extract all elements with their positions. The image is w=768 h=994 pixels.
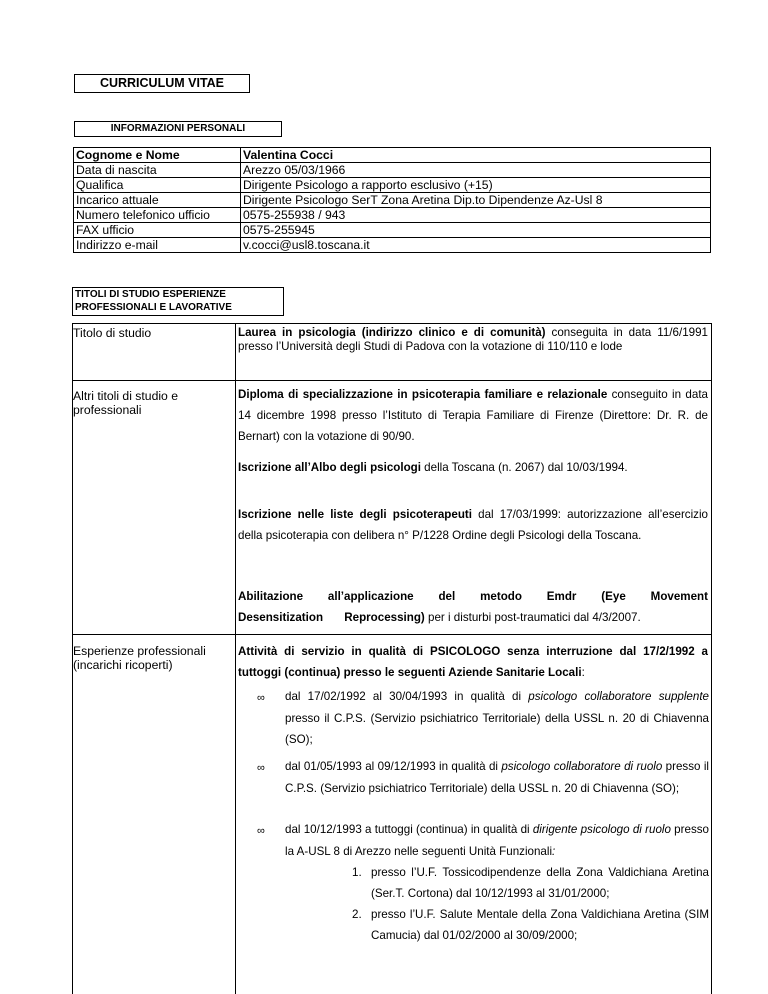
- table-row: [74, 163, 711, 178]
- b1-a: dal 17/02/1992 al 30/04/1993 in qualità di: [285, 690, 529, 703]
- label-email: Indirizzo e-mail: [74, 238, 241, 253]
- table-row: [74, 178, 711, 193]
- right-border: [711, 323, 712, 994]
- albo-paragraph: [238, 457, 708, 478]
- value-email[interactable]: v.cocci@usl8.toscana.it: [241, 238, 711, 253]
- value-phone: 0575-255938 / 943: [241, 208, 711, 223]
- experience-intro-colon: :: [581, 666, 585, 679]
- personal-info-heading: INFORMAZIONI PERSONALI: [74, 121, 282, 137]
- liste-details: dal 17/03/1999: autorizzazione all’esercizio della psicoterapia con delibera n° P/1228 Ordine degli Psicologi della Toscana.: [238, 508, 708, 542]
- studies-heading-line2: PROFESSIONALI E LAVORATIVE: [75, 302, 232, 313]
- divider: [72, 634, 712, 635]
- b2-role: psicologo collaboratore di ruolo: [501, 760, 663, 773]
- divider: [72, 323, 712, 324]
- emdr-title: Abilitazione all’applicazione del metodo Emdr (Eye Movement Desensitization Reprocessing): [238, 590, 708, 624]
- b3-b: presso la A-USL 8 di Arezzo nelle seguenti Unità Funzionali: [285, 823, 709, 858]
- label-phone: Numero telefonico ufficio: [74, 208, 241, 223]
- studies-heading-line1: TITOLI DI STUDIO ESPERIENZE: [75, 289, 226, 300]
- experience-intro-bold: Attività di servizio in qualità di PSICOLOGO senza interruzione dal 17/2/1992 a tuttoggi (continua) presso le seguenti Aziende Sanitarie Locali: [238, 645, 708, 679]
- studies-heading: [72, 287, 284, 316]
- divider: [72, 380, 712, 381]
- liste-title: Iscrizione nelle liste degli psicoterapeuti: [238, 508, 472, 521]
- table-row: [74, 238, 711, 253]
- altri-label: Altri titoli di studio e professionali: [73, 389, 178, 417]
- table-row: [74, 223, 711, 238]
- personal-info-table: [73, 147, 711, 253]
- table-row: [74, 193, 711, 208]
- list-item: [285, 756, 709, 799]
- b2-b: presso il C.P.S. (Servizio psichiatrico Territoriale) della USSL n. 20 di Chiavenna (SO);: [285, 760, 709, 795]
- value-name: Valentina Cocci: [241, 148, 711, 163]
- liste-paragraph: [238, 504, 708, 546]
- b2-a: dal 01/05/1993 al 09/12/1993 in qualità di: [285, 760, 502, 773]
- label-incarico: Incarico attuale: [74, 193, 241, 208]
- list-item: [285, 686, 709, 751]
- value-qualifica: Dirigente Psicologo a rapporto esclusivo (+15): [241, 178, 711, 193]
- table-row: [74, 148, 711, 163]
- label-fax: FAX ufficio: [74, 223, 241, 238]
- value-birth: Arezzo 05/03/1966: [241, 163, 711, 178]
- cv-title: CURRICULUM VITAE: [74, 74, 250, 93]
- b1-b: presso il C.P.S. (Servizio psichiatrico Territoriale) della USSL n. 20 di Chiavenna (SO);: [285, 711, 709, 746]
- emdr-paragraph: [238, 586, 708, 628]
- bullet-symbol: ∞: [257, 762, 265, 774]
- albo-details: della Toscana (n. 2067) dal 10/03/1994.: [420, 461, 628, 474]
- experience-intro: [238, 641, 708, 683]
- list-item: [285, 819, 709, 862]
- titolo-label: Titolo di studio: [73, 326, 152, 340]
- value-fax: 0575-255945: [241, 223, 711, 238]
- bullet-symbol: ∞: [257, 692, 265, 704]
- diploma-paragraph: [238, 384, 708, 447]
- diploma-title: Diploma di specializzazione in psicoterapia familiare e relazionale: [238, 388, 608, 401]
- b3-colon: :: [552, 844, 556, 858]
- label-name: Cognome e Nome: [74, 148, 241, 163]
- label-qualifica: Qualifica: [74, 178, 241, 193]
- table-row: [74, 208, 711, 223]
- experience-label: Esperienze professionali (incarichi ricoperti): [73, 644, 206, 672]
- emdr-details: per i disturbi post-traumatici dal 4/3/2007.: [424, 611, 641, 624]
- titolo-degree: Laurea in psicologia (indirizzo clinico e di comunità): [238, 326, 546, 339]
- list-item: presso l’U.F. Tossicodipendenze della Zona Valdichiana Aretina (Ser.T. Cortona) dal 10/12/1993 al 31/01/2000;: [371, 866, 709, 900]
- list-number: 2.: [352, 908, 362, 921]
- list-item: presso l’U.F. Salute Mentale della Zona Valdichiana Aretina (SIM Camucia) dal 01/02/2000 al 30/09/2000;: [371, 908, 709, 942]
- bullet-symbol: ∞: [257, 825, 265, 837]
- b3-role: dirigente psicologo di ruolo: [532, 823, 671, 836]
- value-incarico: Dirigente Psicologo SerT Zona Aretina Dip.to Dipendenze Az-Usl 8: [241, 193, 711, 208]
- list-number: 1.: [352, 866, 362, 879]
- column-divider: [235, 323, 236, 994]
- diploma-details: conseguito in data 14 dicembre 1998 presso l’Istituto di Terapia Familiare di Firenze (Direttore: Dr. R. de Bernart) con la votazione di 90/90.: [238, 388, 708, 443]
- albo-title: Iscrizione all’Albo degli psicologi: [238, 461, 421, 474]
- titolo-details: conseguita in data 11/6/1991 presso l’Università degli Studi di Padova con la votazione di 110/110 e lode: [238, 326, 708, 353]
- b3-a: dal 10/12/1993 a tuttoggi (continua) in qualità di: [285, 823, 533, 836]
- label-birth: Data di nascita: [74, 163, 241, 178]
- titolo-paragraph: [238, 326, 708, 354]
- b1-role: psicologo collaboratore supplente: [528, 690, 709, 703]
